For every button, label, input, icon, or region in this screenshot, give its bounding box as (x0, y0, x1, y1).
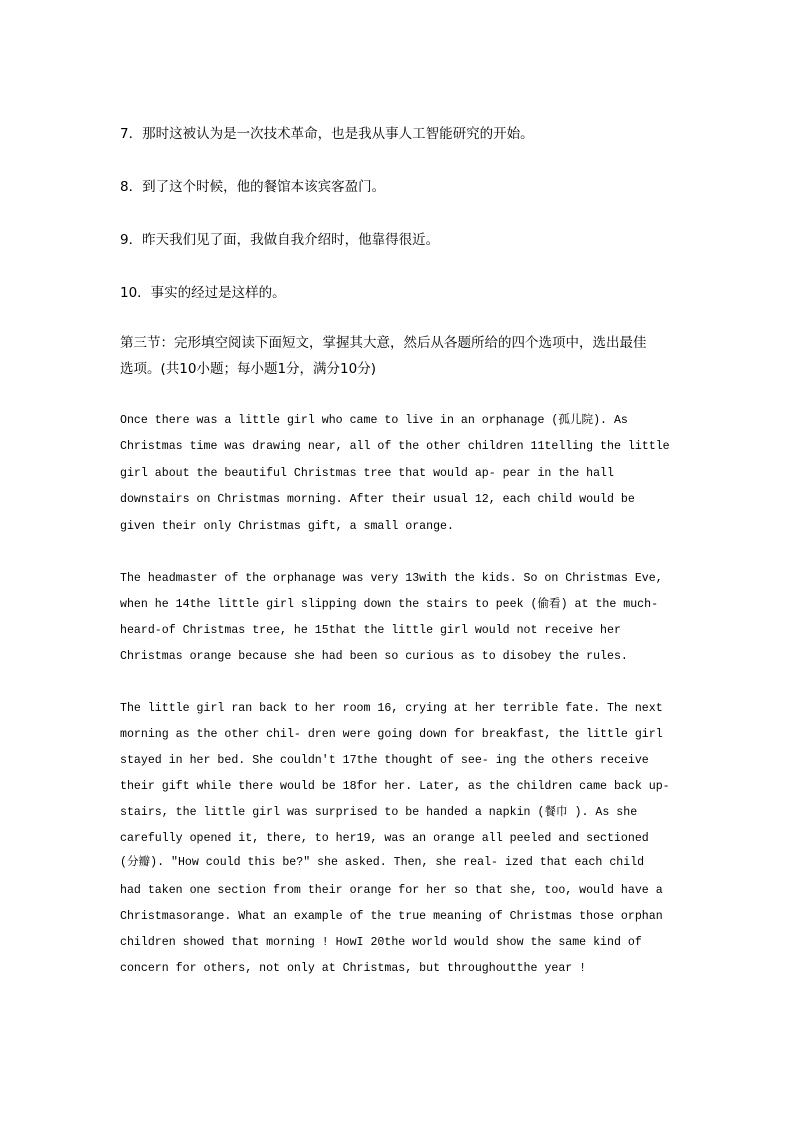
passage-line: concern for others, not only at Christmas, but throughoutthe year ! (120, 962, 587, 975)
passage-line: Christmasorange. What an example of the true meaning of Christmas those orphan (120, 910, 663, 923)
translation-item-10: 10．事实的经过是这样的。 (120, 285, 286, 301)
passage-line: girl about the beautiful Christmas tree that would ap- pear in the hall (120, 467, 614, 480)
passage-line: Christmas time was drawing near, all of the other children 11telling the little (120, 440, 670, 453)
translation-item-8: 8．到了这个时候，他的餐馆本该宾客盈门。 (120, 179, 386, 195)
passage-line: had taken one section from their orange for her so that she, too, would have a (120, 884, 663, 897)
passage-line: their gift while there would be 18for her. Later, as the children came back up- (120, 780, 670, 793)
passage-line: Christmas orange because she had been so curious as to disobey the rules. (120, 650, 628, 663)
passage-line: Once there was a little girl who came to live in an orphanage (孤儿院). As (120, 414, 628, 427)
passage-line: carefully opened it, there, to her19, was an orange all peeled and sectioned (120, 832, 649, 845)
passage-line: heard-of Christmas tree, he 15that the little girl would not receive her (120, 624, 621, 637)
translation-item-9: 9．昨天我们见了面，我做自我介绍时，他靠得很近。 (120, 232, 440, 248)
passage-line: stairs, the little girl was surprised to be handed a napkin (餐巾 ). As she (120, 806, 638, 819)
passage-line: children showed that morning ! HowI 20the world would show the same kind of (120, 936, 642, 949)
passage-line: The little girl ran back to her room 16, crying at her terrible fate. The next (120, 702, 663, 715)
passage-line: The headmaster of the orphanage was very 13with the kids. So on Christmas Eve, (120, 572, 663, 585)
passage-line: downstairs on Christmas morning. After their usual 12, each child would be (120, 493, 635, 506)
passage-line: (分瓣). "How could this be?" she asked. Then, she real- ized that each child (120, 856, 645, 869)
section-heading-line: 选项。(共10小题；每小题1分，满分10分) (120, 361, 376, 377)
section-heading-line: 第三节：完形填空阅读下面短文，掌握其大意，然后从各题所给的四个选项中，选出最佳 (120, 335, 647, 351)
passage-line: morning as the other chil- dren were going down for breakfast, the little girl (120, 728, 663, 741)
passage-line: given their only Christmas gift, a small orange. (120, 520, 454, 533)
passage-line: stayed in her bed. She couldn't 17the thought of see- ing the others receive (120, 754, 649, 767)
translation-item-7: 7．那时这被认为是一次技术革命，也是我从事人工智能研究的开始。 (120, 126, 534, 142)
passage-line: when he 14the little girl slipping down the stairs to peek (偷看) at the much- (120, 598, 659, 611)
